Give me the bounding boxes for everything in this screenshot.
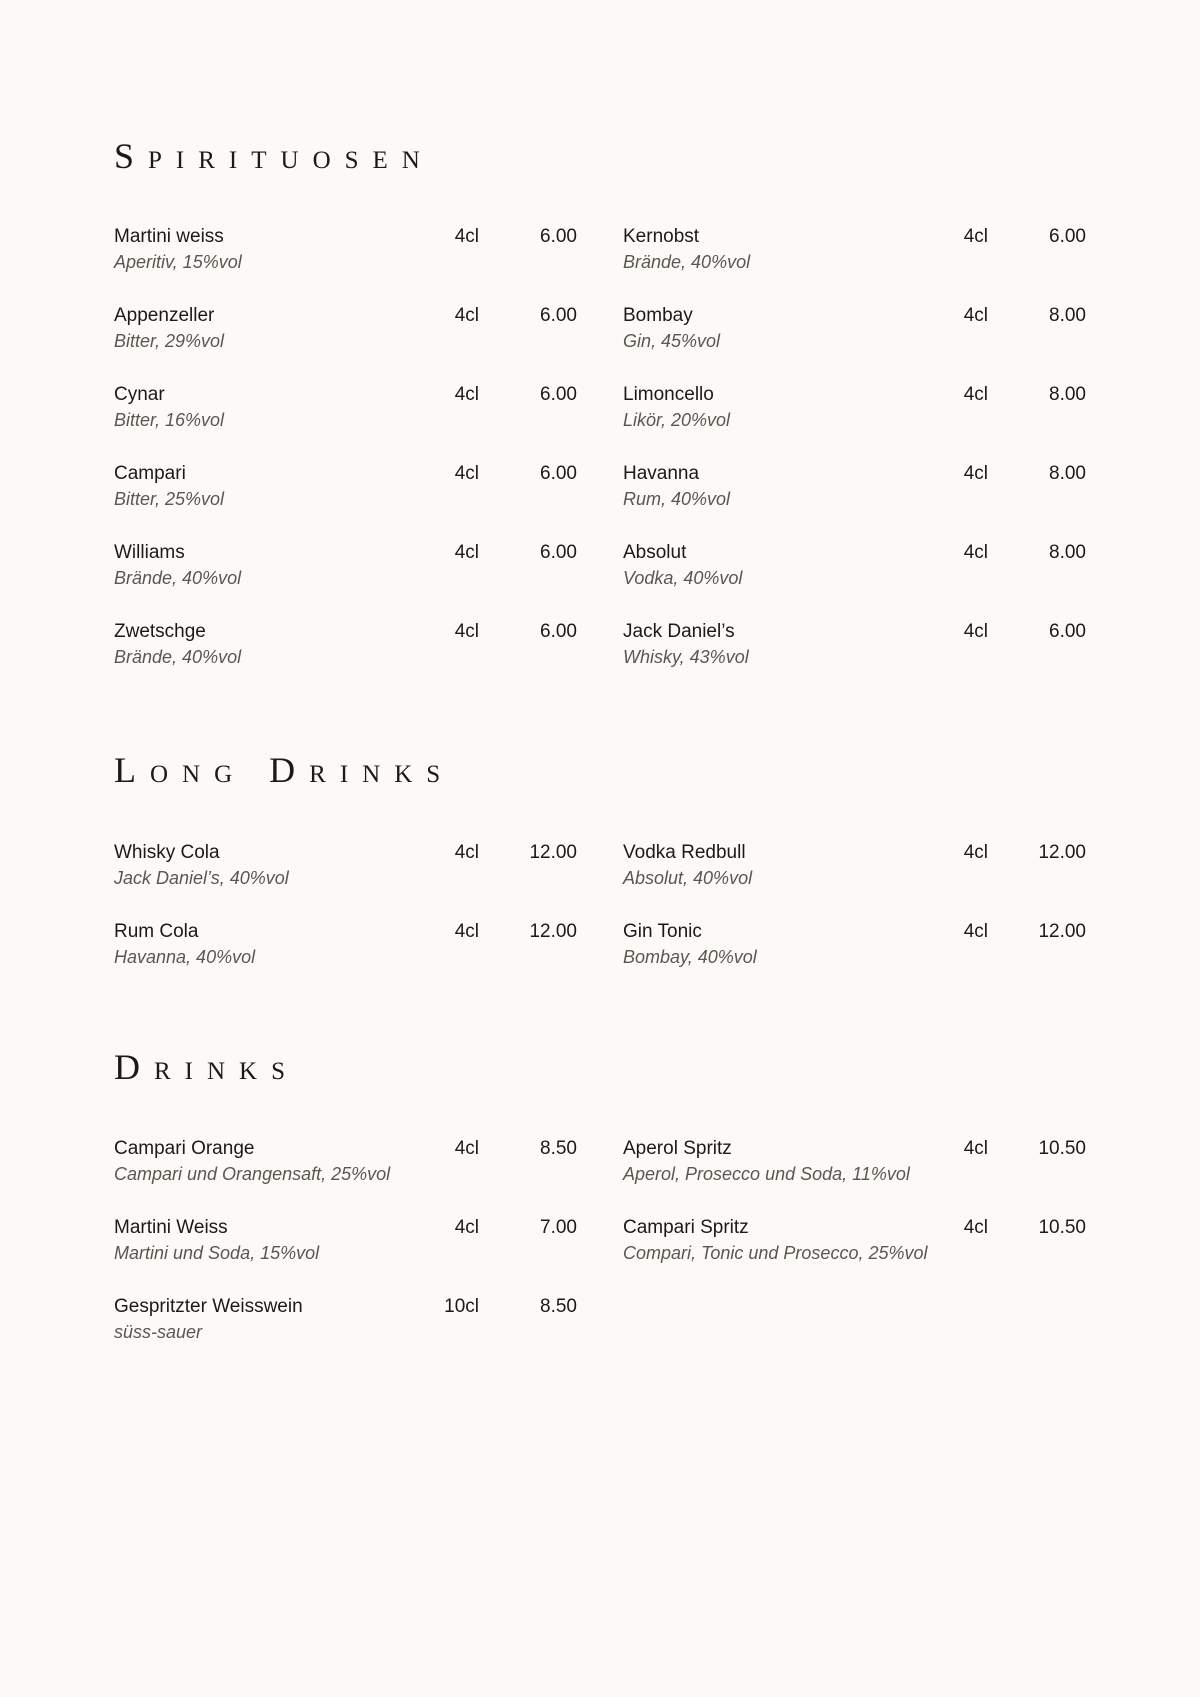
item-size: 4cl [963, 842, 988, 863]
item-price: 7.00 [540, 1217, 577, 1238]
item-name: Rum Cola [114, 921, 199, 942]
item-name: Bombay [623, 305, 693, 326]
item-size: 4cl [963, 305, 988, 326]
section-title: Drinks [114, 1047, 300, 1087]
menu-item [623, 1217, 1086, 1277]
menu-item [623, 621, 1086, 681]
item-size: 4cl [963, 1217, 988, 1238]
menu-item [623, 921, 1086, 981]
item-name: Havanna [623, 463, 700, 484]
item-name: Campari Spritz [623, 1217, 749, 1238]
item-description: Bitter, 29%vol [114, 331, 225, 351]
item-price: 10.50 [1038, 1217, 1086, 1238]
item-name: Gespritzter Weisswein [114, 1296, 303, 1317]
menu-item [114, 542, 577, 602]
item-size: 10cl [444, 1296, 479, 1317]
item-size: 4cl [963, 621, 988, 642]
item-name: Jack Daniel’s [623, 621, 735, 642]
item-size: 4cl [963, 921, 988, 942]
item-description: süss-sauer [114, 1322, 203, 1342]
item-description: Jack Daniel’s, 40%vol [114, 868, 289, 888]
menu-item [114, 842, 577, 902]
item-name: Martini Weiss [114, 1217, 228, 1238]
item-price: 6.00 [540, 621, 577, 642]
item-price: 10.50 [1038, 1138, 1086, 1159]
item-size: 4cl [454, 542, 479, 563]
item-size: 4cl [454, 1217, 479, 1238]
item-name: Limoncello [623, 384, 714, 405]
item-name: Absolut [623, 542, 687, 563]
menu-item [114, 463, 577, 523]
item-description: Brände, 40%vol [114, 647, 242, 667]
item-name: Campari Orange [114, 1138, 255, 1159]
item-size: 4cl [454, 384, 479, 405]
item-description: Aperol, Prosecco und Soda, 11%vol [623, 1164, 910, 1184]
menu-item [114, 305, 577, 365]
menu-item [114, 1217, 577, 1277]
item-name: Kernobst [623, 226, 700, 247]
item-price: 8.00 [1049, 384, 1086, 405]
item-name: Williams [114, 542, 185, 563]
menu-item [623, 305, 1086, 365]
item-name: Aperol Spritz [623, 1138, 732, 1159]
item-size: 4cl [454, 621, 479, 642]
item-price: 12.00 [529, 921, 577, 942]
item-size: 4cl [454, 1138, 479, 1159]
menu-item [114, 384, 577, 444]
item-description: Campari und Orangensaft, 25%vol [114, 1164, 391, 1184]
item-price: 8.00 [1049, 542, 1086, 563]
menu-item [114, 1296, 577, 1356]
item-description: Rum, 40%vol [623, 489, 731, 509]
item-price: 6.00 [540, 542, 577, 563]
item-description: Vodka, 40%vol [623, 568, 743, 588]
item-size: 4cl [454, 463, 479, 484]
item-size: 4cl [963, 463, 988, 484]
item-price: 6.00 [540, 305, 577, 326]
item-size: 4cl [454, 305, 479, 326]
item-name: Martini weiss [114, 226, 224, 247]
item-size: 4cl [454, 842, 479, 863]
item-name: Campari [114, 463, 186, 484]
item-name: Gin Tonic [623, 921, 702, 942]
item-description: Brände, 40%vol [623, 252, 751, 272]
item-name: Zwetschge [114, 621, 206, 642]
menu-item [114, 1138, 577, 1198]
item-description: Aperitiv, 15%vol [114, 252, 242, 272]
menu-item [623, 542, 1086, 602]
item-price: 12.00 [1038, 842, 1086, 863]
item-price: 6.00 [1049, 226, 1086, 247]
item-price: 6.00 [540, 463, 577, 484]
item-description: Bitter, 25%vol [114, 489, 225, 509]
item-price: 12.00 [529, 842, 577, 863]
item-size: 4cl [454, 226, 479, 247]
item-price: 6.00 [540, 384, 577, 405]
item-name: Cynar [114, 384, 165, 405]
menu-item [623, 384, 1086, 444]
item-description: Brände, 40%vol [114, 568, 242, 588]
item-size: 4cl [963, 1138, 988, 1159]
item-price: 6.00 [1049, 621, 1086, 642]
section-title: Long Drinks [114, 750, 455, 790]
item-price: 8.50 [540, 1296, 577, 1317]
item-price: 6.00 [540, 226, 577, 247]
item-size: 4cl [963, 542, 988, 563]
item-name: Whisky Cola [114, 842, 220, 863]
item-description: Bitter, 16%vol [114, 410, 225, 430]
menu-item [114, 226, 577, 286]
item-price: 8.00 [1049, 305, 1086, 326]
item-description: Bombay, 40%vol [623, 947, 757, 967]
item-size: 4cl [963, 226, 988, 247]
item-name: Vodka Redbull [623, 842, 746, 863]
item-description: Whisky, 43%vol [623, 647, 749, 667]
item-description: Likör, 20%vol [623, 410, 731, 430]
menu-item [114, 921, 577, 981]
item-description: Gin, 45%vol [623, 331, 721, 351]
item-description: Martini und Soda, 15%vol [114, 1243, 320, 1263]
menu-item [623, 842, 1086, 902]
menu-item [623, 463, 1086, 523]
item-description: Compari, Tonic und Prosecco, 25%vol [623, 1243, 928, 1263]
section-title: Spirituosen [114, 136, 434, 176]
menu-item [114, 621, 577, 681]
item-price: 12.00 [1038, 921, 1086, 942]
item-description: Absolut, 40%vol [623, 868, 753, 888]
item-price: 8.50 [540, 1138, 577, 1159]
item-size: 4cl [454, 921, 479, 942]
menu-item [623, 1138, 1086, 1198]
item-name: Appenzeller [114, 305, 215, 326]
item-price: 8.00 [1049, 463, 1086, 484]
item-description: Havanna, 40%vol [114, 947, 256, 967]
item-size: 4cl [963, 384, 988, 405]
menu-item [623, 226, 1086, 286]
